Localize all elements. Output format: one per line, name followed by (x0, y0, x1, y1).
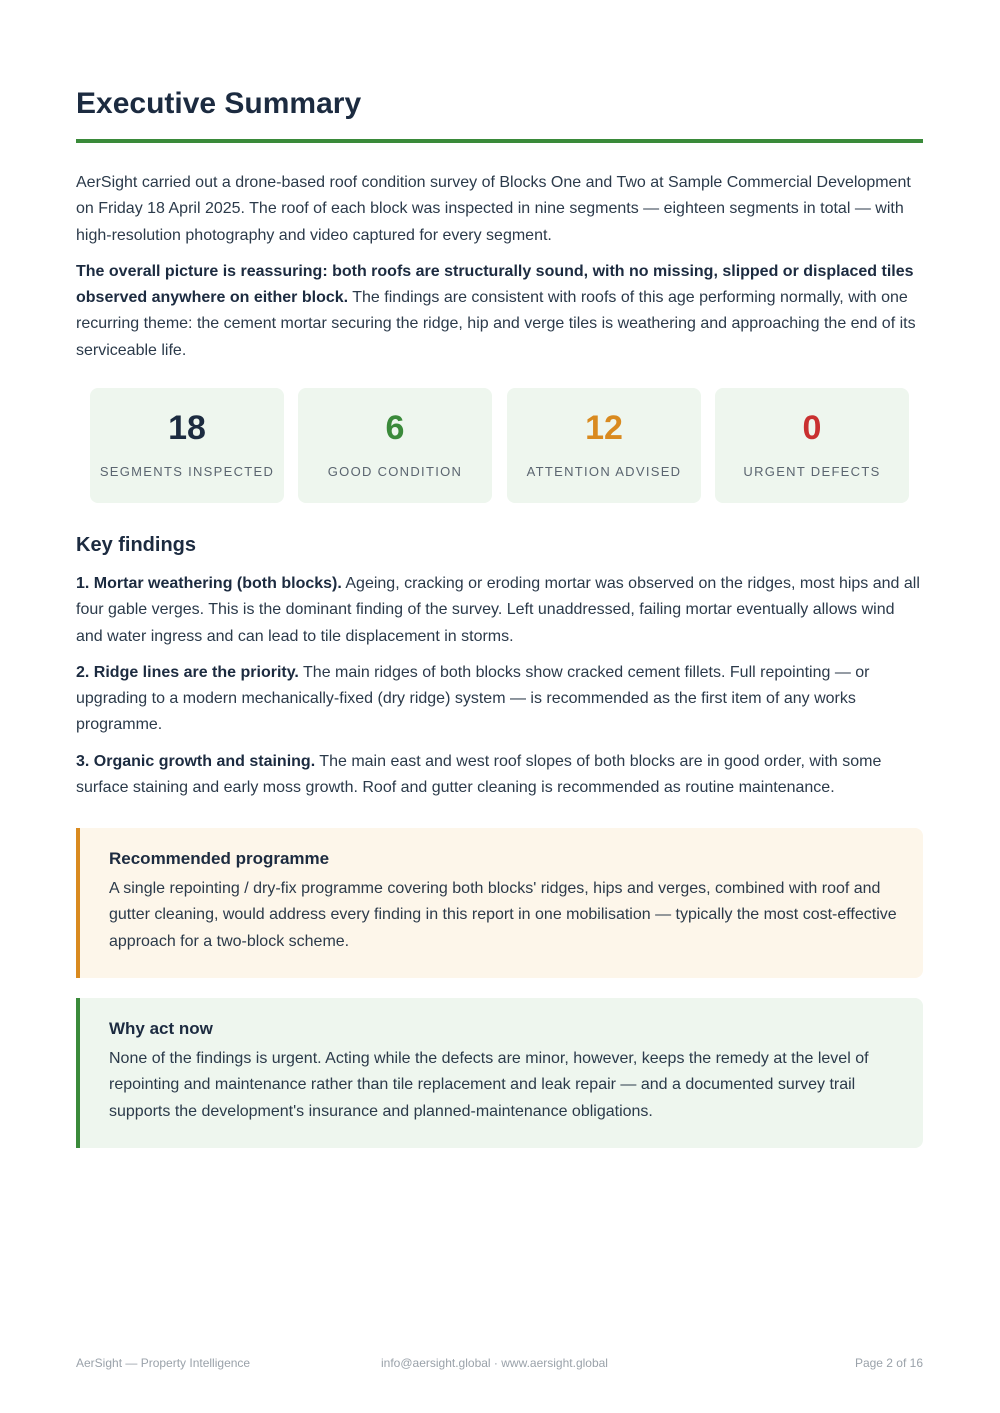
callout-heading: Why act now (109, 1019, 213, 1038)
stat-label: SEGMENTS INSPECTED (99, 464, 275, 479)
key-findings-list (76, 571, 923, 811)
stat-value: 6 (385, 409, 405, 447)
stat-label: GOOD CONDITION (327, 464, 463, 479)
why-act-now-callout (76, 998, 923, 1148)
finding-lead: 3. Organic growth and staining. (76, 752, 316, 770)
recommended-programme-callout (76, 828, 923, 978)
finding-lead: 1. Mortar weathering (both blocks). (76, 575, 342, 592)
stat-value: 18 (168, 409, 206, 447)
footer-contact: info@aersight.global · www.aersight.global (381, 1356, 608, 1370)
finding-item (76, 749, 923, 802)
finding-text: The main east and west roof slopes of both blocks are in good order, with some surface staining and early moss growth. Roof and gutter cleaning is recommended as routine maintenance. (76, 752, 882, 797)
finding-text: Ageing, cracking or eroding mortar was observed on the ridges, most hips and all four gable verges. This is the dominant finding of the survey. Left unaddressed, failing mortar eventually allows wind and water ingress and can lead to tile displacement in storms. (76, 575, 920, 645)
intro-paragraph-2-body: The findings are consistent with roofs of this age performing normally, with one recurring theme: the cement mortar securing the ridge, hip and verge tiles is weathering and approaching the end of its serviceable life. (76, 289, 916, 359)
intro-paragraph-2 (76, 259, 923, 364)
footer-page-number: Page 2 of 16 (854, 1356, 923, 1370)
callout-heading: Recommended programme (109, 849, 330, 868)
stat-label: ATTENTION ADVISED (526, 464, 682, 479)
title-divider (76, 139, 923, 143)
key-findings-heading: Key findings (76, 534, 197, 556)
stat-card-attention-advised (507, 388, 701, 503)
finding-item (76, 571, 923, 650)
summary-stats (90, 388, 909, 503)
finding-lead: 2. Ridge lines are the priority. (76, 663, 299, 681)
intro-paragraph-2-lead: The overall picture is reassuring: both roofs are structurally sound, with no missing, slipped or displaced tiles observed anywhere on either block. (76, 262, 914, 307)
finding-text: The main ridges of both blocks show cracked cement fillets. Full repointing — or upgrading to a modern mechanically-fixed (dry ridge) system — is recommended as the first item of any works programme. (76, 663, 870, 734)
stat-value: 0 (802, 409, 822, 447)
stat-card-segments-inspected (90, 388, 284, 503)
intro-paragraph-1: AerSight carried out a drone-based roof condition survey of Blocks One and Two at Sample Commercial Development on Friday 18 April 2025. The roof of each block was inspected in nine segments — eighteen segments in total — with high-resolution photography and video captured for every segment. (76, 174, 911, 244)
callout-text: None of the findings is urgent. Acting while the defects are minor, however, keeps the remedy at the level of repointing and maintenance rather than tile replacement and leak repair — and a documented survey trail supports the development's insurance and planned-maintenance obligations. (109, 1050, 869, 1120)
stat-label: URGENT DEFECTS (743, 464, 881, 479)
page-footer (76, 1354, 923, 1372)
page-title: Executive Summary (76, 87, 362, 120)
stat-card-good-condition (298, 388, 492, 503)
intro-section (76, 170, 923, 374)
stat-value: 12 (585, 409, 623, 447)
stat-card-urgent-defects (715, 388, 909, 503)
footer-brand: AerSight — Property Intelligence (76, 1356, 251, 1370)
callout-text: A single repointing / dry-fix programme covering both blocks' ridges, hips and verges, combined with roof and gutter cleaning, would address every finding in this report in one mobilisation — typically the most cost-effective approach for a two-block scheme. (109, 880, 897, 950)
finding-item (76, 660, 923, 739)
